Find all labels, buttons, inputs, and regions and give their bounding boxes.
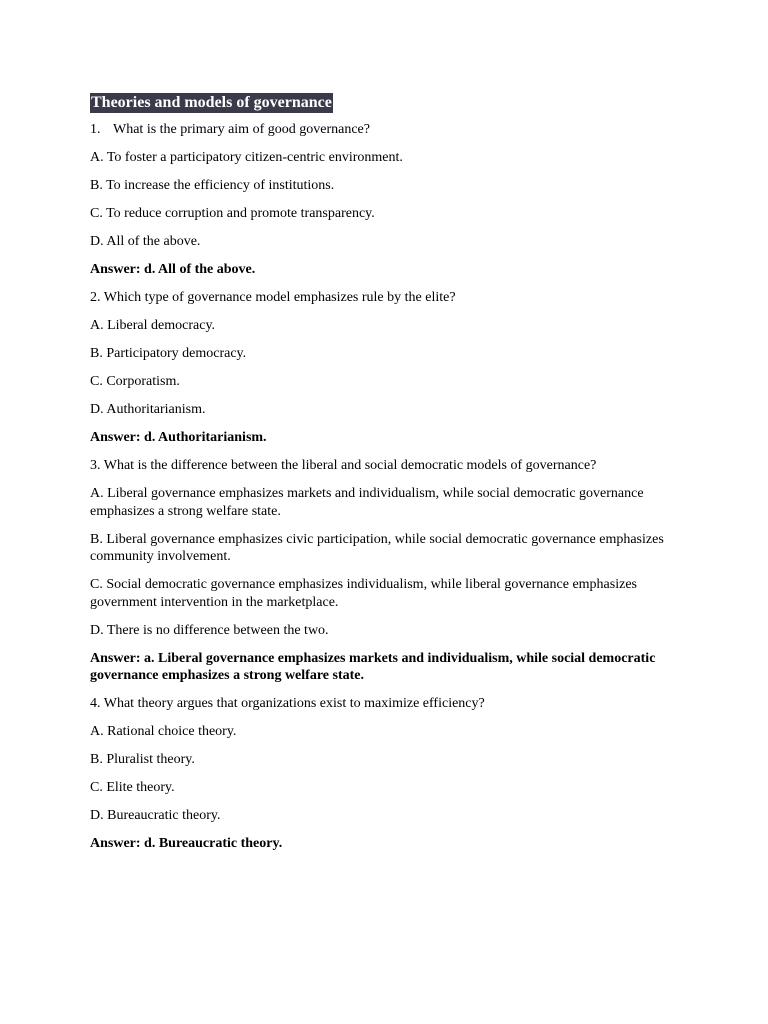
option-c: C. To reduce corruption and promote transparency. bbox=[90, 206, 375, 221]
answer-text: Answer: a. Liberal governance emphasizes markets and individualism, while social democratic governance emphasizes a strong welfare state. bbox=[90, 650, 656, 683]
option-b: B. To increase the efficiency of institutions. bbox=[90, 178, 335, 193]
document-content bbox=[90, 93, 680, 863]
question-block-2 bbox=[90, 289, 680, 447]
option-a: A. To foster a participatory citizen-centric environment. bbox=[90, 150, 403, 165]
answer-text: Answer: d. All of the above. bbox=[90, 262, 256, 277]
option-b: B. Participatory democracy. bbox=[90, 346, 247, 361]
option-d: D. There is no difference between the two. bbox=[90, 622, 329, 638]
option-b: B. Pluralist theory. bbox=[90, 752, 195, 767]
question-3-text: 3. What is the difference between the liberal and social democratic models of governance? bbox=[90, 458, 597, 473]
question-1-text bbox=[90, 121, 680, 139]
question-2-text: 2. Which type of governance model emphasizes rule by the elite? bbox=[90, 290, 456, 305]
option-c: C. Elite theory. bbox=[90, 780, 175, 795]
answer-text: Answer: d. Authoritarianism. bbox=[90, 430, 267, 445]
option-a: A. Liberal democracy. bbox=[90, 318, 216, 333]
answer-text: Answer: d. Bureaucratic theory. bbox=[90, 836, 283, 851]
question-block-3 bbox=[90, 457, 680, 685]
question-4-text: 4. What theory argues that organizations exist to maximize efficiency? bbox=[90, 696, 485, 711]
option-b: B. Liberal governance emphasizes civic participation, while social democratic governance emphasizes community involvement. bbox=[90, 531, 664, 564]
question-number: 1. bbox=[90, 122, 101, 137]
option-a: A. Liberal governance emphasizes markets and individualism, while social democratic governance emphasizes a strong welfare state. bbox=[90, 486, 644, 519]
title-highlight: Theories and models of governance bbox=[91, 94, 332, 111]
question-block-4 bbox=[90, 695, 680, 853]
option-a: A. Rational choice theory. bbox=[90, 724, 237, 739]
option-d: D. All of the above. bbox=[90, 234, 201, 249]
option-c: C. Corporatism. bbox=[90, 374, 180, 389]
question-label: What is the primary aim of good governance? bbox=[113, 122, 370, 137]
question-block-1 bbox=[90, 121, 680, 279]
option-d: D. Bureaucratic theory. bbox=[90, 808, 221, 823]
option-c: C. Social democratic governance emphasizes individualism, while liberal governance emphasizes government intervention in the marketplace. bbox=[90, 577, 637, 610]
document-title bbox=[90, 93, 680, 121]
option-d: D. Authoritarianism. bbox=[90, 402, 206, 417]
